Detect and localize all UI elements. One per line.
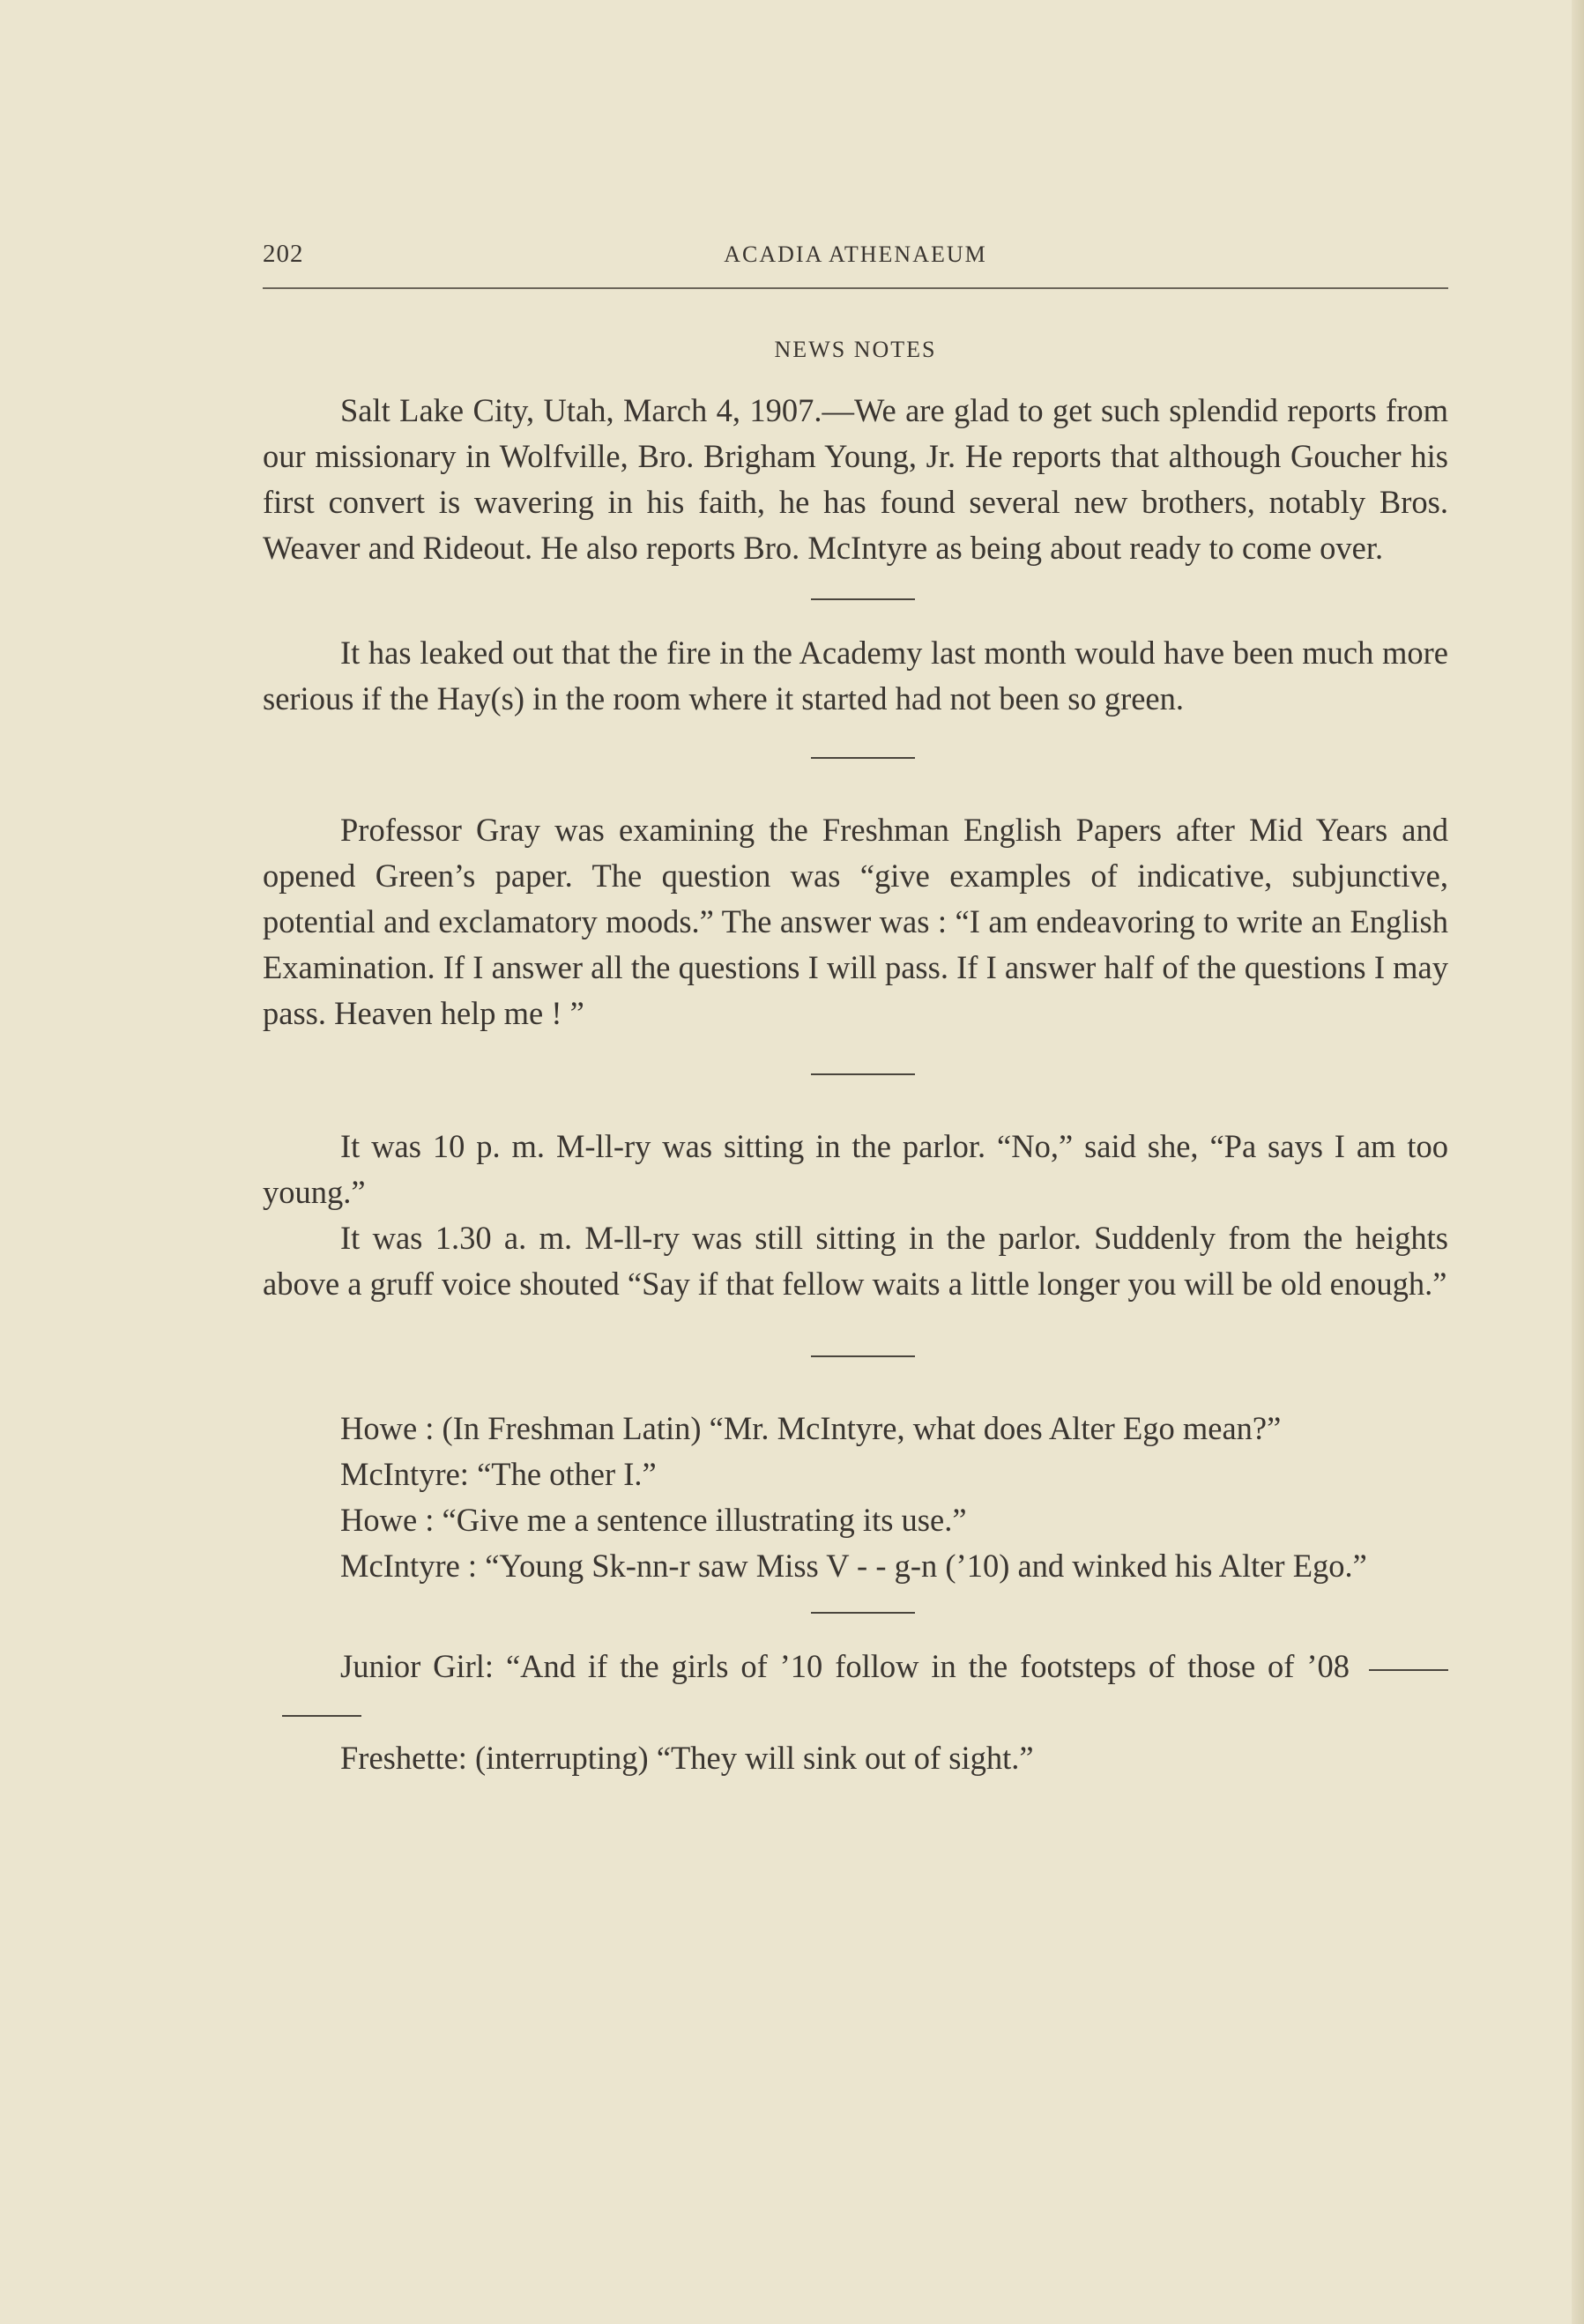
- em-rule: [1369, 1669, 1448, 1671]
- section-title: NEWS NOTES: [774, 337, 937, 362]
- note-paragraph: It has leaked out that the fire in the Academy last month would have been much more serious if the Hay(s) in the room where it started had not been so green.: [263, 635, 1448, 717]
- dialogue-line: McIntyre: “The other I.”: [340, 1456, 657, 1492]
- section-separator: [811, 598, 915, 600]
- section-separator: [811, 1355, 915, 1357]
- dialogue-line: [263, 1644, 1448, 1735]
- dialogue-line: McIntyre : “Young Sk-nn-r saw Miss V - - g-n (’10) and winked his Alter Ego.”: [340, 1548, 1367, 1584]
- header-rule: [263, 287, 1448, 289]
- note-paragraph: It was 1.30 a. m. M-ll-ry was still sitting in the parlor. Suddenly from the heights above a gruff voice shouted “Say if that fellow waits a little longer you will be old enough.”: [263, 1220, 1448, 1302]
- running-header: [263, 240, 1448, 271]
- section-separator: [811, 1073, 915, 1075]
- news-notes-body: [263, 388, 1448, 1781]
- dialogue-line: Freshette: (interrupting) “They will sink out of sight.”: [340, 1740, 1034, 1776]
- section-separator: [811, 1612, 915, 1614]
- page-number: 202: [263, 240, 304, 268]
- dialogue-line: Howe : “Give me a sentence illustrating its use.”: [340, 1502, 967, 1538]
- note-paragraph: Professor Gray was examining the Freshman English Papers after Mid Years and opened Green’s paper. The question was “give examples of indicative, subjunctive, potential and exclamatory moods.” The answer was : “I am endeavoring to write an English Examination. If I answer all the questions I will pass. If I answer half of the questions I may pass. Heaven help me ! ”: [263, 812, 1448, 1031]
- running-title: ACADIA ATHENAEUM: [724, 241, 987, 267]
- dialogue-line: Howe : (In Freshman Latin) “Mr. McIntyre, what does Alter Ego mean?”: [340, 1410, 1282, 1446]
- dialogue-text: Junior Girl: “And if the girls of ’10 follow in the footsteps of those of ’08: [340, 1648, 1350, 1684]
- section-separator: [811, 757, 915, 759]
- page-edge: [1572, 0, 1584, 2324]
- note-paragraph: It was 10 p. m. M-ll-ry was sitting in the parlor. “No,” said she, “Pa says I am too young.”: [263, 1128, 1448, 1210]
- note-paragraph: Salt Lake City, Utah, March 4, 1907.—We are glad to get such splendid reports from our missionary in Wolfville, Bro. Brigham Young, Jr. He reports that although Goucher his first convert is wavering in his faith, he has found several new brothers, notably Bros. Weaver and Rideout. He also reports Bro. McIntyre as being about ready to come over.: [263, 392, 1448, 566]
- em-rule: [282, 1715, 361, 1717]
